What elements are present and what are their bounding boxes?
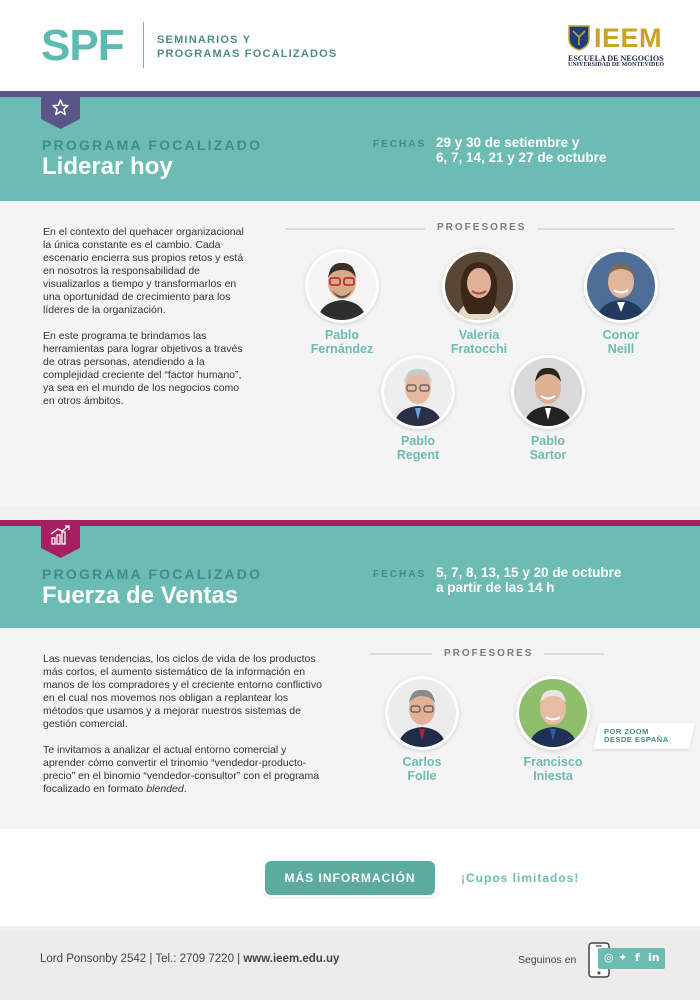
avatar — [305, 249, 379, 323]
avatar — [442, 249, 516, 323]
ieem-wordmark: IEEM — [594, 23, 663, 53]
zoom-note-text — [604, 728, 688, 744]
program-1-description-p1: En el contexto del quehacer organizacional la única constante es el cambio. Cada escenario encierra sus propios retos y está en nosotros la responsabilidad de visualizarlos a tiempo y transformarlos en una oportunidad de crecimiento para los líderes de la organización. — [43, 226, 244, 316]
chart-growth-icon — [41, 520, 80, 558]
professor-card[interactable] — [372, 676, 472, 783]
header-divider — [143, 22, 144, 68]
program-1-fechas-line1: 29 y 30 de setiembre y — [436, 135, 580, 150]
professor-first-name: Conor — [602, 328, 640, 342]
ieem-tagline-1: ESCUELA DE NEGOCIOS — [568, 54, 664, 63]
program-2-content — [0, 628, 700, 829]
program-1-description — [43, 226, 253, 421]
footer-address: Lord Ponsonby 2542 — [40, 953, 147, 965]
program-2-label: PROGRAMA FOCALIZADO — [42, 566, 263, 582]
program-1-fechas — [436, 135, 606, 165]
avatar — [511, 355, 585, 429]
facebook-icon[interactable]: f — [635, 951, 640, 964]
professor-name — [292, 328, 392, 356]
mas-informacion-button[interactable]: MÁS INFORMACIÓN — [265, 861, 435, 895]
profesores-rule-left — [370, 653, 432, 655]
linkedin-icon[interactable]: in — [648, 951, 660, 964]
professor-first-name: Valeria — [458, 328, 500, 342]
zoom-note-line2: DESDE ESPAÑA — [604, 735, 669, 744]
professor-last-name: Sartor — [529, 448, 567, 462]
program-2-fechas-line1: 5, 7, 8, 13, 15 y 20 de octubre — [436, 565, 622, 580]
spf-logo[interactable]: SPF — [41, 21, 124, 70]
program-2-description — [43, 653, 325, 809]
spf-subtitle — [157, 33, 337, 61]
footer-website-link[interactable]: www.ieem.edu.uy — [243, 953, 340, 965]
program-1-label: PROGRAMA FOCALIZADO — [42, 137, 263, 153]
profesores-rule-left — [285, 228, 425, 230]
program-2-description-p2-end: . — [183, 783, 187, 795]
cupos-limitados-note: ¡Cupos limitados! — [461, 871, 580, 885]
program-1-profesores-heading: PROFESORES — [437, 222, 527, 233]
professor-name — [372, 755, 472, 783]
professor-name — [498, 434, 598, 462]
social-links-bar — [598, 948, 665, 969]
professor-last-name: Fratocchi — [450, 342, 508, 356]
program-2-description-p2-emphasis: blended — [146, 783, 184, 795]
professor-card[interactable] — [429, 249, 529, 356]
footer-contact — [40, 953, 339, 965]
professor-first-name: Francisco — [523, 755, 583, 769]
program-1-fechas-line2: 6, 7, 14, 21 y 27 de octubre — [436, 150, 607, 165]
program-2-description-p2 — [43, 744, 325, 796]
person-photo-icon — [519, 679, 587, 747]
header — [0, 0, 700, 91]
instagram-icon[interactable]: ◎ — [604, 951, 614, 964]
program-1-badge — [41, 91, 80, 129]
program-2-title: Fuerza de Ventas — [42, 582, 239, 609]
ieem-shield-icon — [568, 25, 590, 51]
program-1-title: Liderar hoy — [42, 153, 173, 180]
professor-card[interactable] — [292, 249, 392, 356]
person-photo-icon — [308, 252, 376, 320]
program-1-fechas-label: FECHAS — [373, 139, 427, 150]
footer-follow-label: Seguinos en — [518, 954, 577, 966]
professor-card[interactable] — [498, 355, 598, 462]
avatar — [381, 355, 455, 429]
zoom-note-line1: POR ZOOM — [604, 727, 649, 736]
professor-name — [571, 328, 671, 356]
footer-phone: | Tel.: 2709 7220 | — [149, 953, 241, 965]
person-photo-icon — [587, 252, 655, 320]
spf-subtitle-line2: PROGRAMAS FOCALIZADOS — [157, 48, 338, 60]
professor-name — [368, 434, 468, 462]
star-icon — [41, 91, 80, 129]
professor-last-name: Iniesta — [533, 769, 573, 783]
avatar — [385, 676, 459, 750]
program-2-banner — [0, 526, 700, 628]
profesores-rule-right — [537, 228, 675, 230]
profesores-rule-right — [544, 653, 604, 655]
professor-card[interactable] — [368, 355, 468, 462]
professor-last-name: Regent — [396, 448, 440, 462]
program-2-fechas-line2: a partir de las 14 h — [436, 580, 555, 595]
person-photo-icon — [388, 679, 456, 747]
program-1-banner — [0, 97, 700, 201]
program-1-description-p2: En este programa te brindamos las herramientas para lograr objetivos a través de otras personas, atendiendo a la complejidad creciente del “factor humano”, ya sea en el mundo de los negocios como en otros ámbitos. — [43, 330, 243, 407]
twitter-icon[interactable]: ✦ — [618, 951, 628, 964]
ieem-logo[interactable] — [568, 25, 666, 69]
professor-first-name: Pablo — [400, 434, 436, 448]
program-2-profesores-heading: PROFESORES — [444, 648, 534, 659]
professor-first-name: Carlos — [402, 755, 442, 769]
person-photo-icon — [384, 358, 452, 426]
professor-name — [503, 755, 603, 783]
program-1-content — [0, 201, 700, 506]
program-2-description-p1: Las nuevas tendencias, los ciclos de vida de los productos más cortos, el aumento sistemático de la información en manos de los compradores y el creciente entorno conflictivo en el cual nos movemos nos obligan a replantear los métodos que usamos y a mejorar nuestros sistemas de gestión comercial. — [43, 653, 322, 730]
program-2-description-p2-text: Te invitamos a analizar el actual entorno comercial y aprender cómo convertir el trinomio “vendedor-producto-precio” en el binomio “vendedor-consultor” con el programa focalizado en formato — [43, 744, 320, 795]
ieem-tagline-2: UNIVERSIDAD DE MONTEVIDEO — [568, 62, 665, 68]
professor-card[interactable] — [503, 676, 603, 783]
professor-last-name: Fernández — [310, 342, 374, 356]
program-2-fechas — [436, 565, 621, 595]
professor-last-name: Folle — [407, 769, 437, 783]
avatar — [584, 249, 658, 323]
person-photo-icon — [514, 358, 582, 426]
professor-first-name: Pablo — [530, 434, 566, 448]
professor-name — [429, 328, 529, 356]
professor-card[interactable] — [571, 249, 671, 356]
program-2-fechas-label: FECHAS — [373, 569, 427, 580]
avatar — [516, 676, 590, 750]
spf-subtitle-line1: SEMINARIOS Y — [157, 34, 252, 46]
program-2-badge — [41, 520, 80, 558]
professor-first-name: Pablo — [324, 328, 360, 342]
person-photo-icon — [445, 252, 513, 320]
professor-last-name: Neill — [607, 342, 635, 356]
